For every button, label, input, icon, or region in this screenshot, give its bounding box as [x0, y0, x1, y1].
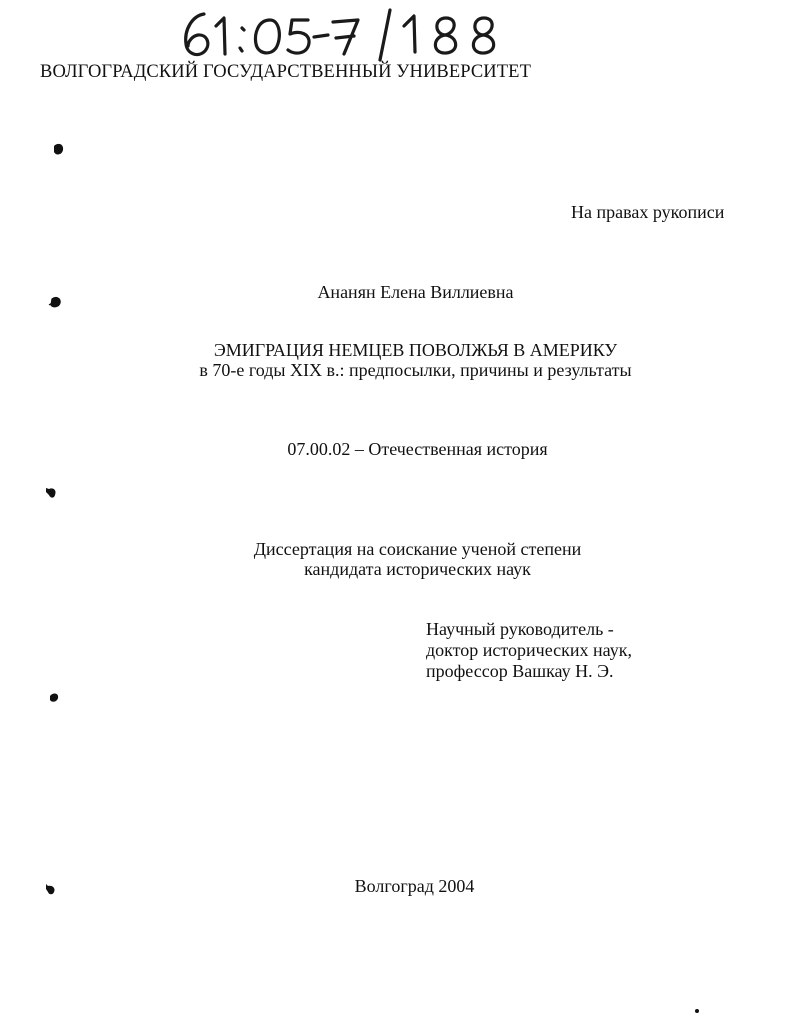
advisor-line-2: доктор исторических наук, [426, 640, 632, 660]
punch-mark-1 [48, 140, 72, 160]
scientific-advisor [426, 619, 632, 682]
dissertation-title-line-1: ЭМИГРАЦИЯ НЕМЦЕВ ПОВОЛЖЬЯ В АМЕРИКУ [213, 340, 618, 360]
university-name: ВОЛГОГРАДСКИЙ ГОСУДАРСТВЕННЫЙ УНИВЕРСИТЕТ [40, 62, 531, 82]
dissertation-title-line-2: в 70-е годы XIX в.: предпосылки, причины и результаты [199, 360, 632, 380]
specialty-code: 07.00.02 – Отечественная история [287, 439, 548, 459]
punch-mark-4 [44, 688, 68, 708]
advisor-line-1: Научный руководитель - [426, 619, 614, 639]
degree-line-1: Диссертация на соискание ученой степени [253, 539, 582, 559]
manuscript-rights-note: На правах рукописи [571, 202, 725, 222]
punch-mark-5 [40, 880, 64, 900]
city-and-year: Волгоград 2004 [354, 876, 475, 896]
punch-mark-3 [40, 483, 64, 503]
degree-line-2: кандидата исторических наук [304, 559, 531, 579]
handwritten-archive-number [178, 6, 518, 62]
author-name: Ананян Елена Виллиевна [317, 282, 514, 302]
advisor-line-3: профессор Вашкау Н. Э. [426, 661, 614, 681]
punch-mark-2 [44, 293, 68, 313]
scan-speck [692, 1006, 702, 1016]
